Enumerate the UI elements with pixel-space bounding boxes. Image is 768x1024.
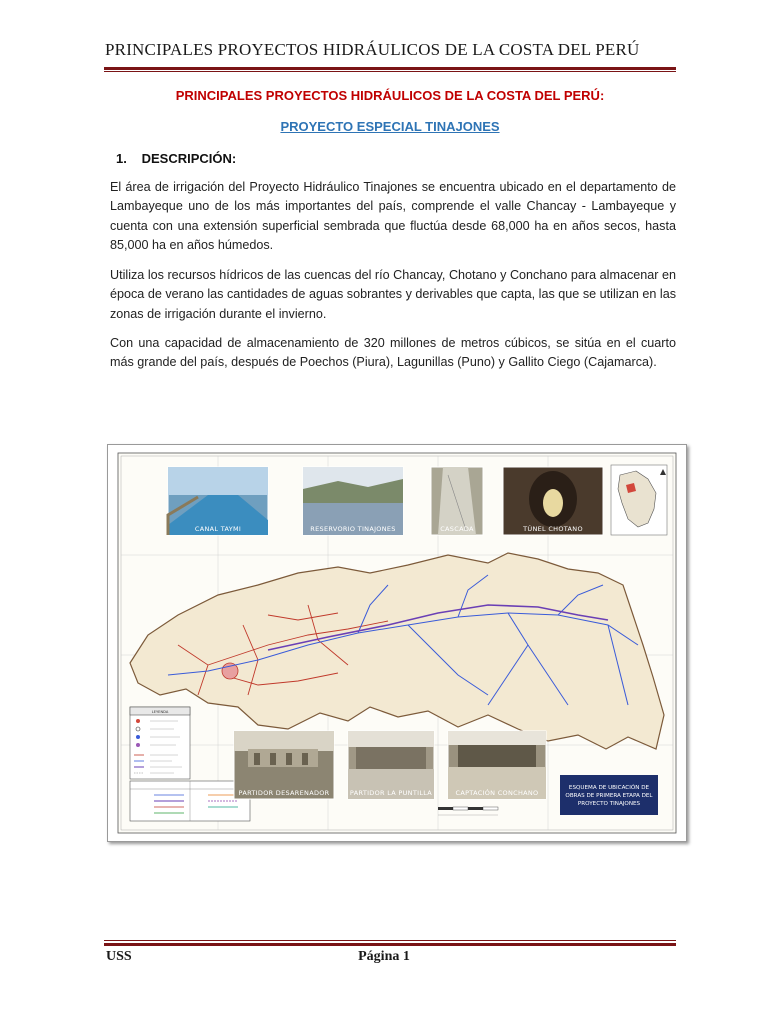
photo-caption-partidor-la-puntilla: PARTIDOR LA PUNTILLA <box>349 789 433 797</box>
paragraph-3: Con una capacidad de almacenamiento de 320 millones de metros cúbicos, se sitúa en el cuarto más grande del país, después de Poechos (Piura), Lagunillas (Puno) y Gallito Ciego (Cajamarca). <box>110 336 676 370</box>
footer-rule-thick <box>104 943 676 946</box>
photo-caption-cascada: CASCADA <box>440 525 474 533</box>
paragraph-1: El área de irrigación del Proyecto Hidráulico Tinajones se encuentra ubicado en el departamento de Lambayeque uno de los más importantes del país, comprende el valle Chancay - Lambayeque y cuenta con una extensión superficial sembrada que fluctúa desde 68,000 ha en años secos, hasta 85,000 ha en años húmedos. <box>110 180 676 252</box>
photo-partidor-desarenador <box>234 731 334 799</box>
photo-tunel-chotano <box>503 467 603 535</box>
photo-caption-reservorio-tinajones: RESERVORIO TINAJONES <box>310 525 396 533</box>
map-symbols-table <box>130 781 250 821</box>
header-rule-thin <box>104 71 676 72</box>
section-heading <box>116 151 236 166</box>
project-location-map <box>107 444 687 842</box>
section-number: 1. <box>116 151 127 166</box>
page-number: Página 1 <box>358 949 410 964</box>
document-title: PRINCIPALES PROYECTOS HIDRÁULICOS DE LA COSTA DEL PERÚ: <box>175 88 605 103</box>
footer-rule-thin <box>104 940 676 941</box>
photo-caption-partidor-desarenador: PARTIDOR DESARENADOR <box>238 789 330 797</box>
photo-captacion-conchano <box>448 731 546 799</box>
paragraph-2: Utiliza los recursos hídricos de las cuencas del río Chancay, Chotano y Conchano para almacenar en época de verano las cantidades de aguas sobrantes y derivables que capta, las que se utilizan en las zonas de irrigación durante el invierno. <box>110 268 676 321</box>
legend-title: LEYENDA <box>151 710 169 714</box>
photo-cascada <box>431 467 483 535</box>
header-rule-thick <box>104 67 676 70</box>
photo-caption-tunel-chotano: TÚNEL CHOTANO <box>523 525 583 533</box>
photo-partidor-la-puntilla <box>348 731 434 799</box>
map-title-inset <box>560 775 658 815</box>
photo-canal-taymi <box>168 467 268 535</box>
map-legend <box>130 707 190 779</box>
inset-title-line-2: OBRAS DE PRIMERA ETAPA DEL <box>565 793 653 799</box>
peru-locator-map <box>611 465 667 535</box>
running-header-title: PRINCIPALES PROYECTOS HIDRÁULICOS DE LA COSTA DEL PERÚ <box>105 40 640 59</box>
footer-institution: USS <box>106 949 132 964</box>
inset-title-line-3: PROYECTO TINAJONES <box>577 801 641 807</box>
photo-caption-captacion-conchano: CAPTACIÓN CONCHANO <box>455 789 539 797</box>
section-title: DESCRIPCIÓN: <box>141 151 237 166</box>
photo-caption-canal-taymi: CANAL TAYMI <box>194 525 242 533</box>
document-subtitle: PROYECTO ESPECIAL TINAJONES <box>280 119 500 134</box>
inset-title-line-1: ESQUEMA DE UBICACIÓN DE <box>568 785 650 791</box>
photo-reservorio-tinajones <box>303 467 403 535</box>
map-figure <box>108 445 686 841</box>
